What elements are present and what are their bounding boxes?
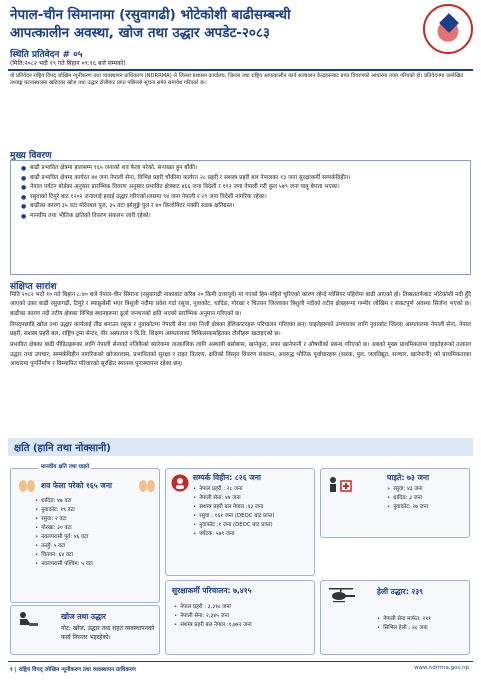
page-title-line-2: आपत्कालीन अवस्था, खोज तथा उद्धार अपडेट-२०८३ xyxy=(10,25,270,41)
report-date: (मिति:२०८२ भदौ १९ गते बिहान ०९:१६ बजे सम्मको) xyxy=(10,60,126,67)
heli-list xyxy=(377,615,431,633)
list-item: • नेपाली सेना: २,३४५ जना xyxy=(174,612,252,621)
human-loss-caption: मानवीय क्षति तथा घाइते xyxy=(41,464,90,470)
page-title-line-1: नेपाल-चीन सिमानामा (रसुवागढी) भोटेकोशी बाढीसम्बन्धी xyxy=(10,7,291,23)
security-panel xyxy=(165,580,315,655)
list-item: • धादिङ: ३ जना xyxy=(387,494,428,503)
list-item: • सशस्त्र प्रहरी बल नेपाल :१३ जना xyxy=(193,503,274,512)
footer-divider xyxy=(8,661,473,662)
list-item: • गोरखा: ३० वटा xyxy=(35,524,93,533)
list-item: • धादिङ: ४७ वटा xyxy=(35,497,93,506)
key-section-heading: मुख्य विवरण xyxy=(10,151,52,161)
injured-person-icon xyxy=(327,475,353,497)
person-question-icon xyxy=(171,474,189,492)
rescue-note: नोट: खोज, उद्धार तथा राहत व्यवस्थापनको कार्य निरन्तर भइरहेको। xyxy=(61,625,155,641)
key-points-box xyxy=(10,160,471,275)
helicopter-icon xyxy=(327,586,357,604)
injured-title: घाइते: ७३ जना xyxy=(387,473,430,482)
loss-section-bar xyxy=(8,438,473,456)
list-item: • नेपाली सेना: ४४ जना xyxy=(193,494,274,503)
security-title: सुरक्षाकर्मी परिचालन: ७,४१५ xyxy=(172,586,252,595)
intro-paragraph: यो प्रतिवेदन राष्ट्रिय विपद् जोखिम न्यूनीकरण तथा व्यवस्थापन प्राधिकरण (NDRRMA) ले जिल्ला प्रशासन कार्यालय, जिल्ला तथा राष्ट्रिय आपत्कालीन कार्य सञ्चालन केन्द्रहरूबाट प्राप्त विवरणको आधारमा तयार गरिएको हो। प्रतिवेदनमा उल्लेखित तथ्याङ्क घटनास्थलमा खटिएका खोज तथा उद्धार टोलीबाट प्राप्त पछिल्लो सूचना समेत समावेश गरिएको छ। xyxy=(10,73,464,86)
feet-icon xyxy=(137,477,157,493)
loss-section-heading: क्षति (हानि तथा नोक्सानी) xyxy=(14,443,111,454)
missing-list xyxy=(193,485,274,539)
rescue-title: खोज तथा उद्धार xyxy=(61,612,106,621)
list-item: • पर्यटक: ५७९ जना xyxy=(193,530,274,539)
list-item: • चितवन: ६४ वटा xyxy=(35,551,93,560)
summary-body xyxy=(10,291,471,371)
missing-title: सम्पर्क विहीन: ८२६ जना xyxy=(193,473,261,482)
footer-org: १ | राष्ट्रिय विपद् जोखिम न्यूनीकरण तथा व्यवस्थापन प्राधिकरण xyxy=(10,667,136,673)
list-item: • नुवाकोट :१ जना (DEOC बाट प्राप्त) xyxy=(193,521,274,530)
list-item: • रसुवा : १६१ जना (DEOC बाट प्राप्त) xyxy=(193,512,274,521)
list-item: • तनहुँ: ५ वटा xyxy=(35,542,93,551)
key-point: ● रसुवाको टिमुरे बाट १२०२ जनालाई हवाई उद्धार गरिएको।जसमा ९४ जना नेपाली र २९ जना विदेशी नागरिक रहेका। xyxy=(30,193,464,203)
missing-panel xyxy=(165,468,315,576)
list-item: • नेपाल प्रहरी : ३,३१८ जना xyxy=(174,603,252,612)
feet-icon xyxy=(17,477,37,493)
deaths-list xyxy=(35,497,93,569)
list-item: • रसुवा: २ वटा xyxy=(35,515,93,524)
list-item: • सशस्त्र प्रहरी बल नेपाल :१,७४२ जना xyxy=(174,621,252,630)
deaths-title: शव फेला परेको १६५ जना xyxy=(41,481,112,490)
list-item: • रसुवा: ४३ जना xyxy=(387,485,428,494)
report-number: स्थिति प्रतिवेदन # ०५ xyxy=(10,50,83,60)
rescue-panel xyxy=(10,605,160,655)
injured-list xyxy=(387,485,428,512)
ndrrma-logo-icon xyxy=(423,4,473,54)
key-points-list xyxy=(21,164,464,222)
injured-panel xyxy=(320,468,470,538)
list-item: • नेपाल प्रहरी : २८ जना xyxy=(193,485,274,494)
list-item: • नवलपरासी पूर्व: ४६ वटा xyxy=(35,533,93,542)
divider xyxy=(8,69,473,71)
list-item: • सिभिल हेली : २८ जना xyxy=(377,624,431,633)
list-item: • नुवाकोट: १९ वटा xyxy=(35,506,93,515)
deaths-panel xyxy=(10,464,160,603)
key-point: ● नेपाल पर्यटन बोर्डका अनुसार प्रारम्भिक विवरण अनुसार प्रभावित क्षेत्रबाट ४६६ जना विदेशी र ११२ जना नेपाली गरी कुल ५७९ जना यात्रु बेपत्ता भएका। xyxy=(30,183,464,193)
heli-panel xyxy=(320,580,470,655)
list-item: • नवलपरासी पश्चिम: ५ वटा xyxy=(35,560,93,569)
security-list xyxy=(174,603,252,630)
list-item: • नुवाकोट: २७ जना xyxy=(387,503,428,512)
key-point: ● बाढी प्रभावित क्षेत्रमा हालसम्म १६५ जनाको शव फेला परेको, सनाखत हुन बाँकी। xyxy=(30,164,464,174)
summary-paragraph: मिति २०८२ भदौ १० गते बिहान ८:४० बजे नेपाल-चीन सिमाना (रसुवागढी नाकाबाट करिब २० किमी उत्तरपूर्व) मा गएको हिम-पहिरो चुरिएको कारण ल्हेन्दे ग्लेसियर पहिरोमा बाढी आएको हो। तिब्बततर्फबाट भोटेकोशी नदी हुँदै आएको उक्त बाढी रसुवागढी, टिमुरे र स्याफ्रुबेंसी भएर त्रिशुली नदीमा प्रवेश गर्दा रसुवा, नुवाकोट, धादिङ, गोरखा र चितवन जिल्लाका त्रिशुली नदीको तटीय क्षेत्रहरूमा गम्भीर जोखिम र संकटपूर्ण अवस्था सिर्जना भएको छ। बाढीका कारण नदी तटीय क्षेत्रका विभिन्न स्थानहरूमा ठूलो जनधनको क्षति भएको प्रारम्भिक अनुमान गरिएको छ। xyxy=(10,292,471,317)
summary-paragraph: विपद्पछाडि खोज तथा उद्धार कार्यलाई तीव्र बनाउन रसुवा र नुवाकोटमा नेपाली सेना तथा निजी क्षेत्रका हेलिकप्टरहरू परिचालन गरिएका छन्। घाइतेहरूको उपचारका लागि नुवाकोट जिल्ला अस्पतालमा नेपाली सेना, नेपाल प्रहरी, सशस्त्र प्रहरी बल, राष्ट्रिय ट्रमा सेन्टर, वीर अस्पताल र त्रि.वि. शिक्षण अस्पतालका चिकित्सकसहितका टोलीहरू खटाइएको छ। xyxy=(10,321,471,338)
key-point: ● मानवीय तथा भौतिक क्षतिको विवरण संकलन जारी रहेको। xyxy=(30,212,464,222)
rescue-icon xyxy=(17,611,39,629)
heli-title: हेली उद्धार: २३९ xyxy=(377,587,424,596)
summary-heading: संक्षिप्त सारांश xyxy=(10,282,57,292)
footer-website-link[interactable]: www.ndrrma.gov.np xyxy=(414,665,469,671)
list-item: • नेपाली सेना मार्फत: २११ xyxy=(377,615,431,624)
header xyxy=(10,6,410,42)
key-point: ● बाढीका कारण ३५ वटा मोटेरबल पुल, ३५ वटा झोलुङ्गे पुल र ४० किलोमिटर पक्की सडक क्षतिग्रस्त। xyxy=(30,202,464,212)
key-point: ● बाढी प्रभावित क्षेत्रमा कार्यरत ४४ जना नेपाली सेना, विभिन्न प्रहरी चौकीमा कार्यरत २८ प्रहरी र सशस्त्र प्रहरी बल नेपालका १३ जना सुरक्षाकर्मी सम्पर्कविहीन। xyxy=(30,174,464,184)
summary-paragraph: प्रभावित क्षेत्रका बाढी पीडितहरूका लागि नेपाली सेनाको नजिकैको ब्यारेकमा तात्कालिक लागि अस्थायी बसोबास, खानेकुरा, सफा खानेपानी र औषधीको प्रबन्ध गरिएको छ। अबको मुख्य प्राथमिकतामा घाइतेहरूको तत्काल उद्धार तथा उपचार, सम्पर्कविहीन नागरिकको खोजतलास, प्रभावितको सुरक्षा र राहत वितरण, क्षतिको विस्तृत विवरण संकलन, अवरुद्ध भौतिक पूर्वाधारहरू (सडक, पुल, जलविद्युत, सञ्चार, खानेपानी) को प्राथमिकताका आधारमा पुनर्निर्माण र विस्थापित परिवारको सुरक्षित स्थानमा पुनःस्थापना रहेका छन्। xyxy=(10,342,471,368)
